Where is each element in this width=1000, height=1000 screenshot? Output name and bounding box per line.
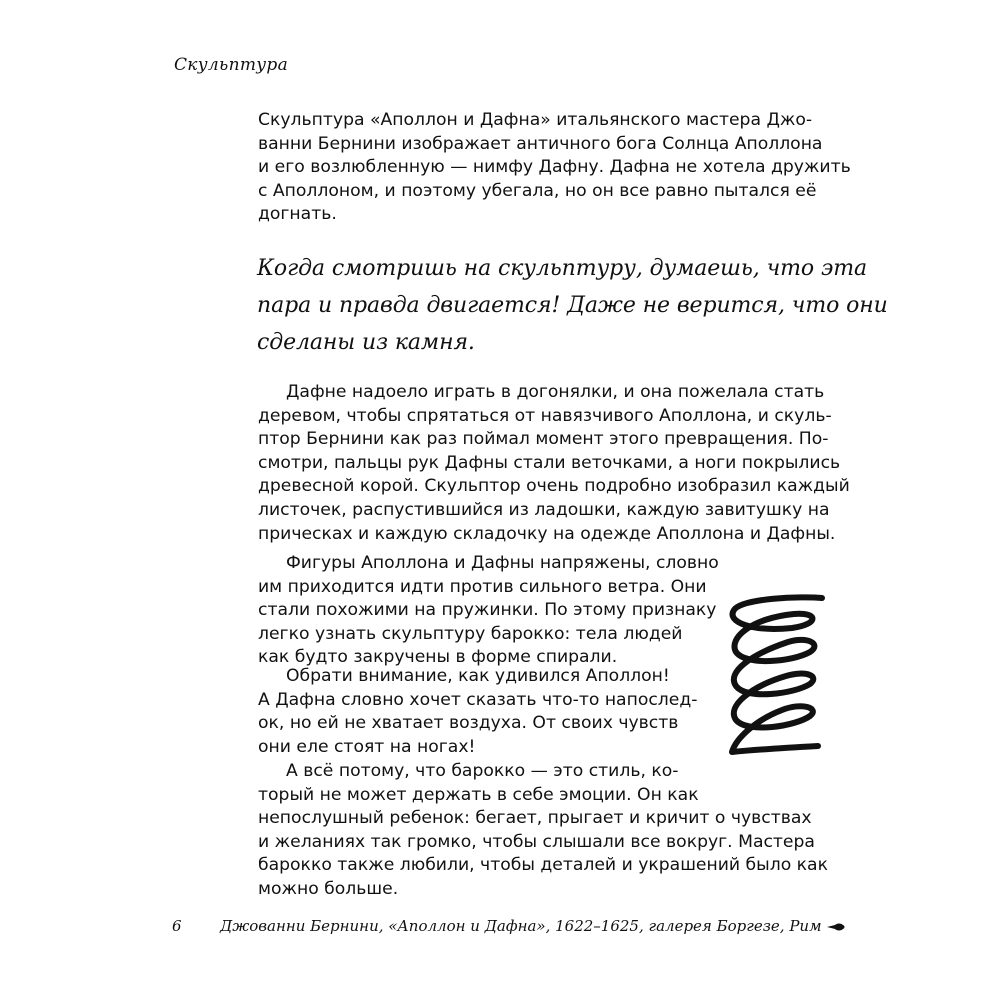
intro-paragraph (258, 109, 851, 227)
quote-line: пара и правда двигается! Даже не верится, что они (257, 293, 888, 318)
text-line: стали похожими на пружинки. По этому признаку (258, 600, 717, 621)
baroque-paragraph (258, 760, 828, 902)
image-caption (172, 917, 822, 935)
text-line: торый не может держать в себе эмоции. Он как (258, 784, 699, 805)
text-line: древесной корой. Скульптор очень подробно изобразил каждый (258, 476, 850, 497)
text-line: можно больше. (258, 878, 399, 899)
text-line: непослушный ребенок: бегает, прыгает и кричит о чувствах (258, 808, 812, 829)
tension-paragraph (258, 552, 719, 670)
text-line: Обрати внимание, как удивился Аполлон! (286, 666, 670, 686)
text-line: они еле стоят на ногах! (258, 736, 476, 757)
pointing-hand-icon (826, 922, 846, 932)
text-line: догнать. (258, 204, 337, 225)
text-line: Скульптура «Аполлон и Дафна» итальянского мастера Джо- (258, 110, 813, 130)
text-line: и его возлюбленную — нимфу Дафну. Дафна не хотела дружить (258, 157, 851, 178)
quote-line: сделаны из камня. (257, 330, 475, 355)
text-line: с Аполлоном, и поэтому убегала, но он все равно пытался её (258, 180, 817, 201)
text-line: легко узнать скульптуру барокко: тела людей (258, 623, 683, 644)
quote-line: Когда смотришь на скульптуру, думаешь, что эта (257, 256, 867, 281)
text-line: им приходится идти против сильного ветра. Они (258, 576, 707, 597)
text-line: птор Бернини как раз поймал момент этого превращения. По- (258, 429, 829, 450)
text-line: как будто закручены в форме спирали. (258, 647, 618, 668)
text-line: прическах и каждую складочку на одежде Аполлона и Дафны. (258, 523, 836, 544)
text-line: Дафне надоело играть в догонялки, и она пожелала стать (286, 382, 825, 402)
text-line: и желаниях так громко, чтобы слышали все вокруг. Мастера (258, 831, 815, 852)
text-line: смотри, пальцы рук Дафны стали веточками, а ноги покрылись (258, 452, 841, 473)
text-line: А Дафна словно хочет сказать что-то напослед- (258, 689, 698, 710)
text-line: ванни Бернини изображает античного бога Солнца Аполлона (258, 133, 823, 154)
handwritten-quote (257, 250, 888, 361)
text-line: листочек, распустившийся из ладошки, каждую завитушку на (258, 499, 830, 520)
emotion-paragraph (258, 665, 698, 759)
page-number: 6 (172, 917, 182, 935)
transformation-paragraph (258, 381, 850, 546)
text-line: барокко также любили, чтобы деталей и украшений было как (258, 855, 828, 876)
text-line: ок, но ей не хватает воздуха. От своих чувств (258, 713, 679, 734)
spiral-doodle-icon (722, 588, 832, 758)
caption-text: Джованни Бернини, «Аполлон и Дафна», 1622–1625, галерея Боргезе, Рим (220, 917, 822, 935)
section-header: Скульптура (174, 55, 289, 75)
text-line: деревом, чтобы спрятаться от навязчивого Аполлона, и скуль- (258, 405, 832, 426)
text-line: Фигуры Аполлона и Дафны напряжены, словно (286, 553, 719, 573)
text-line: А всё потому, что барокко — это стиль, ко- (286, 761, 679, 781)
